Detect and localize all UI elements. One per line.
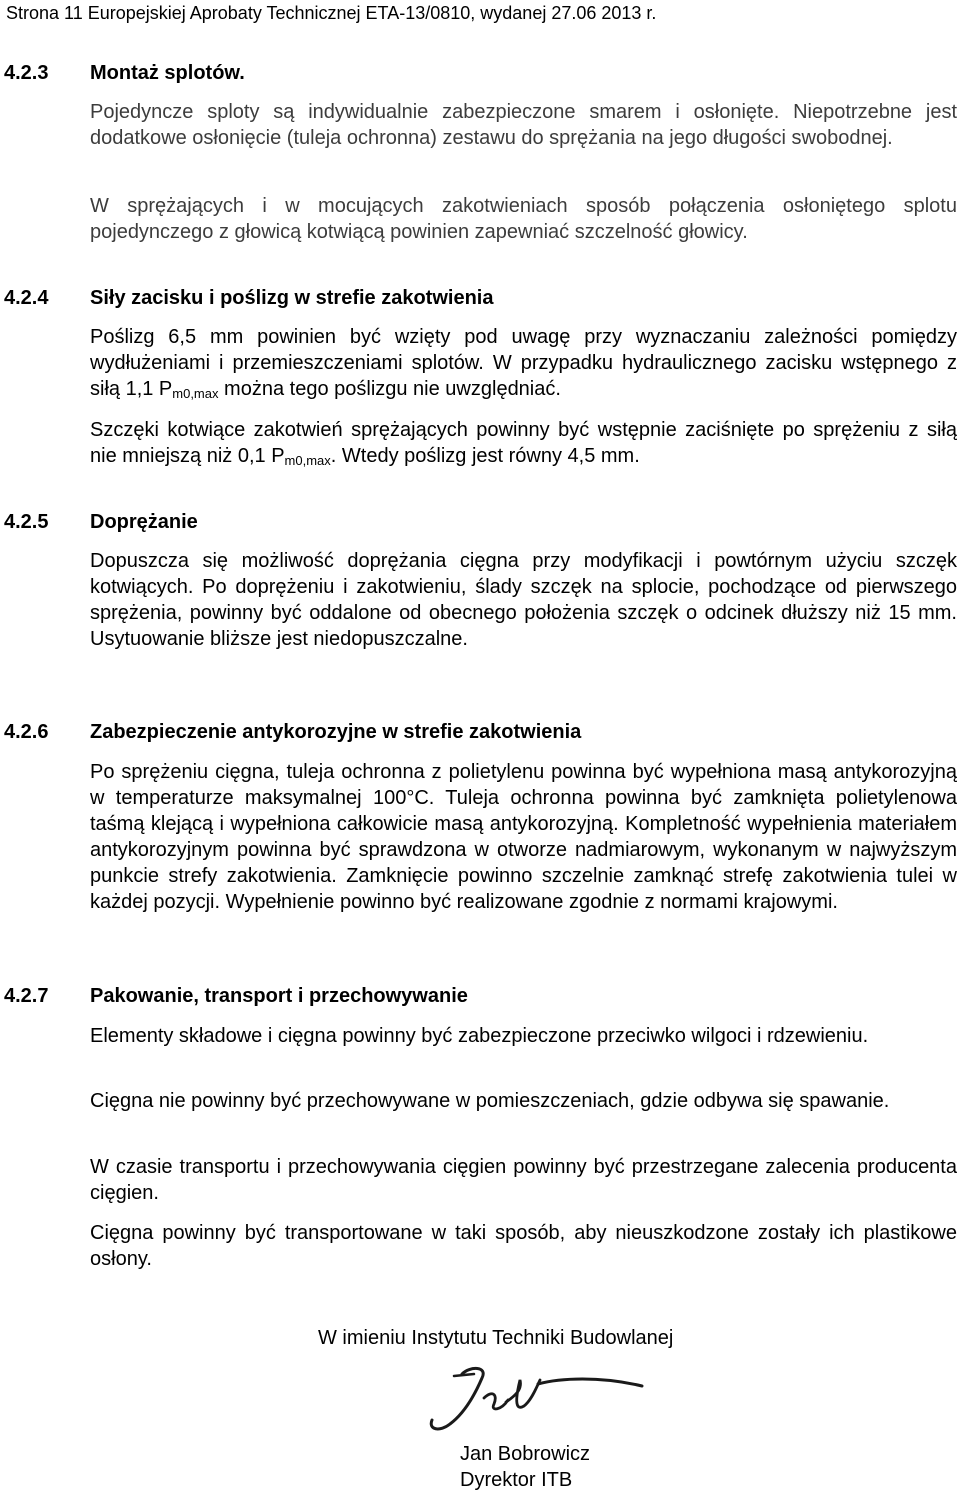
section-number-4-2-4: 4.2.4 [4, 287, 49, 309]
paragraph-4-2-4-1-text: Poślizg 6,5 mm powinien być wzięty pod uwagę przy wyznaczaniu zależności pomiędzy wydłużeniami i przemieszczeniami splotów. W przypadku hydraulicznego zacisku wstępnego z siłą 1,1 P [90, 326, 957, 400]
page-header: Strona 11 Europejskiej Aprobaty Technicznej ETA-13/0810, wydanej 27.06 2013 r. [6, 3, 657, 23]
section-number-4-2-6: 4.2.6 [4, 721, 49, 743]
subscript-m0max: m0,max [284, 453, 331, 468]
paragraph-4-2-7-1: Elementy składowe i cięgna powinny być zabezpieczone przeciwko wilgoci i rdzewieniu. [90, 1025, 869, 1047]
paragraph-4-2-4-1-end: można tego poślizgu nie uwzględniać. [218, 378, 561, 400]
section-title-4-2-7: Pakowanie, transport i przechowywanie [90, 985, 468, 1007]
paragraph-4-2-3-2: W sprężających i w mocujących zakotwieniach sposób połączenia osłoniętego splotu pojedynczego z głowicą kotwiącą powinien zapewniać szczelność głowicy. [90, 195, 957, 243]
signature-on-behalf: W imieniu Instytutu Techniki Budowlanej [318, 1327, 674, 1349]
paragraph-4-2-3-1: Pojedyncze sploty są indywidualnie zabezpieczone smarem i osłonięte. Niepotrzebne jest dodatkowe osłonięcie (tuleja ochronna) zestawu do sprężania na jego długości swobodnej. [90, 101, 957, 149]
paragraph-4-2-6-1: Po sprężeniu cięgna, tuleja ochronna z polietylenu powinna być wypełniona masą antykorozyjną w temperaturze maksymalnej 100°C. Tuleja ochronna powinna być zamknięta polietylenowa taśmą klejącą i wypełniona całkowicie masą antykorozyjną. Kompletność wypełnienia materiałem antykorozyjnym powinna być sprawdzona w otworze nadmiarowym, wykonanym w najwyższym punkcie strefy zakotwienia. Zamknięcie powinno szczelnie zamknąć strefę zakotwienia tulei w każdej pozycji. Wypełnienie powinno być realizowane zgodnie z normami krajowymi. [90, 761, 957, 913]
section-title-4-2-5: Doprężanie [90, 511, 198, 533]
signatory-name: Jan Bobrowicz [460, 1443, 591, 1465]
paragraph-4-2-4-2-text: Szczęki kotwiące zakotwień sprężających powinny być wstępnie zaciśnięte po sprężeniu z siłą nie mniejszą niż 0,1 P [90, 419, 957, 467]
section-title-4-2-3: Montaż splotów. [90, 62, 245, 84]
section-number-4-2-3: 4.2.3 [4, 62, 49, 84]
section-title-4-2-6: Zabezpieczenie antykorozyjne w strefie zakotwienia [90, 721, 582, 743]
signatory-role: Dyrektor ITB [460, 1469, 573, 1491]
section-title-4-2-4: Siły zacisku i poślizg w strefie zakotwienia [90, 287, 494, 309]
paragraph-4-2-7-4: Cięgna powinny być transportowane w taki sposób, aby nieuszkodzone zostały ich plastikowe osłony. [90, 1222, 957, 1270]
paragraph-4-2-7-3: W czasie transportu i przechowywania cięgien powinny być przestrzegane zalecenia producenta cięgien. [90, 1156, 957, 1204]
paragraph-4-2-4-2 [90, 417, 957, 469]
paragraph-4-2-4-2-end: . Wtedy poślizg jest równy 4,5 mm. [330, 445, 640, 467]
paragraph-4-2-5-1: Dopuszcza się możliwość doprężania cięgna przy modyfikacji i powtórnym użyciu szczęk kotwiących. Po doprężeniu i zakotwieniu, ślady szczęk na splocie, pochodzące od pierwszego sprężenia, powinny być oddalone od obecnego położenia szczęk o odcinek dłuższy niż 15 mm. Usytuowanie bliższe jest niedopuszczalne. [90, 550, 957, 650]
section-number-4-2-5: 4.2.5 [4, 511, 49, 533]
paragraph-4-2-4-1 [90, 324, 957, 402]
paragraph-4-2-7-2: Cięgna nie powinny być przechowywane w pomieszczeniach, gdzie odbywa się spawanie. [90, 1090, 890, 1112]
section-number-4-2-7: 4.2.7 [4, 985, 49, 1007]
subscript-m0max: m0,max [172, 386, 219, 401]
handwritten-signature [410, 1360, 650, 1440]
